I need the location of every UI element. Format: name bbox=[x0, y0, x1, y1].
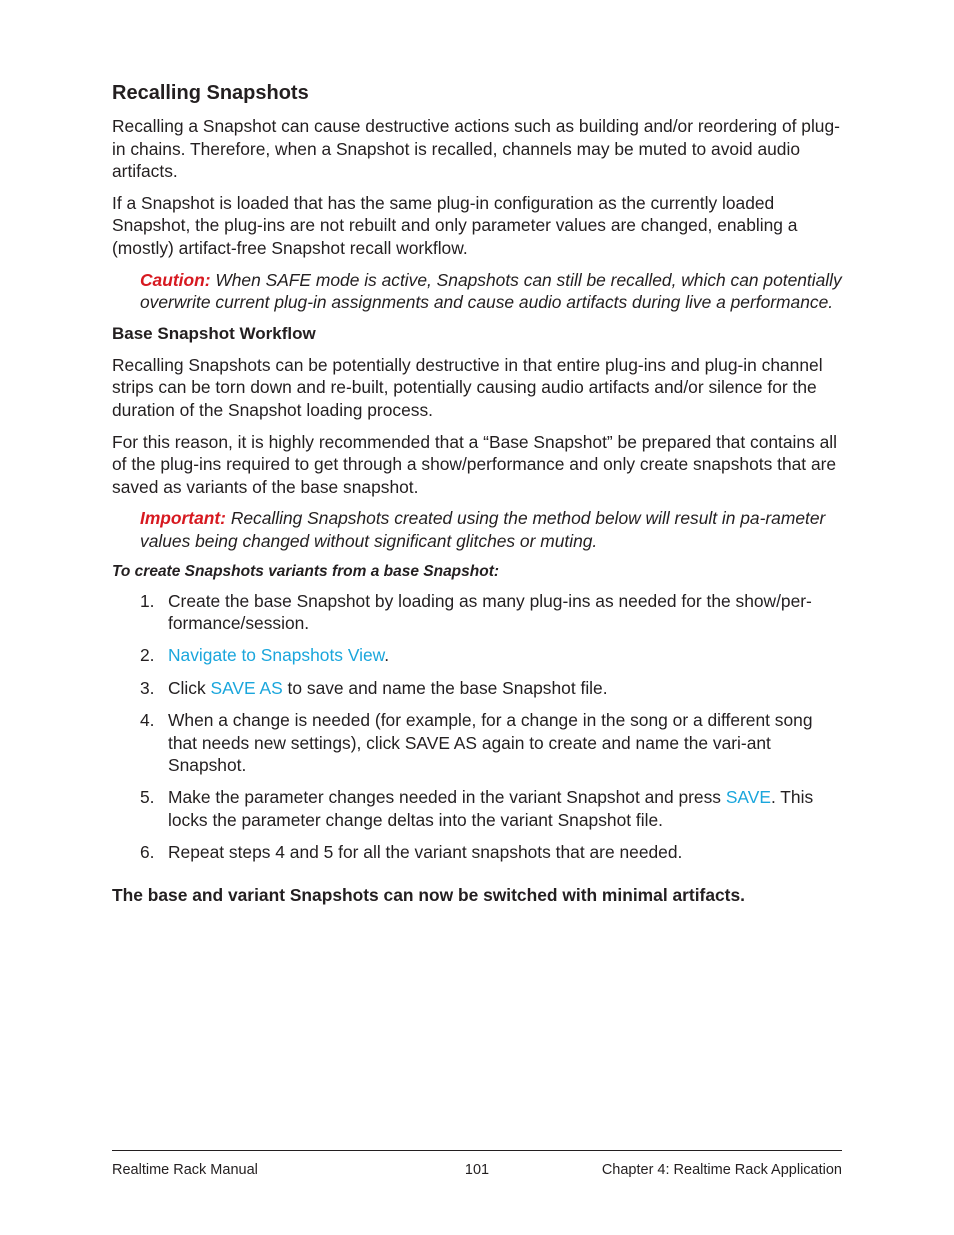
step-number: 5. bbox=[140, 787, 155, 808]
step-item bbox=[112, 786, 842, 831]
step-text: Create the base Snapshot by loading as many plug-ins as needed for the show/per-formance/session. bbox=[168, 590, 812, 633]
step-text-after: to save and name the base Snapshot file. bbox=[282, 677, 608, 698]
step-number: 3. bbox=[140, 677, 155, 698]
caution-note bbox=[140, 269, 842, 314]
step-text-after: . This locks the parameter change deltas into the variant Snapshot file. bbox=[168, 787, 814, 830]
page-content bbox=[112, 78, 842, 906]
body-paragraph: Recalling Snapshots can be potentially destructive in that entire plug-ins and plug-in channel strips can be torn down and re-built, potentially causing audio artifacts and/or silence for the duration of the Snapshot loading process. bbox=[112, 354, 823, 420]
important-text: Recalling Snapshots created using the method below will result in pa-rameter values being changed without significant glitches or muting. bbox=[140, 508, 826, 551]
body-paragraph: For this reason, it is highly recommended that a “Base Snapshot” be prepared that contains all of the plug-ins required to get through a show/performance and only create snapshots that are saved as variants of the base snapshot. bbox=[112, 431, 838, 497]
step-number: 4. bbox=[140, 710, 155, 731]
important-note bbox=[140, 507, 842, 552]
step-item bbox=[112, 841, 842, 863]
step-text-after: . bbox=[384, 645, 390, 666]
save-as-link[interactable]: SAVE AS bbox=[210, 677, 283, 698]
procedure-steps bbox=[112, 590, 842, 864]
footer-divider bbox=[112, 1150, 842, 1151]
page-number: 101 bbox=[464, 1162, 490, 1178]
footer-manual-title: Realtime Rack Manual bbox=[112, 1162, 258, 1178]
body-paragraph: If a Snapshot is loaded that has the same plug-in configuration as the currently loaded Snapshot, the plug-ins are not rebuilt and only parameter values are changed, enabling a (mostly) artifact-free Snapshot recall workflow. bbox=[112, 192, 798, 258]
step-number: 6. bbox=[140, 842, 155, 863]
body-paragraph: Recalling a Snapshot can cause destructive actions such as building and/or reordering of plug-in chains. Therefore, when a Snapshot is recalled, channels may be muted to avoid audio artifacts. bbox=[112, 116, 840, 182]
navigate-snapshots-view-link[interactable]: Navigate to Snapshots View bbox=[168, 645, 385, 666]
step-item bbox=[112, 590, 842, 635]
step-text-before: Click bbox=[168, 677, 211, 698]
conclusion-text: The base and variant Snapshots can now be switched with minimal artifacts. bbox=[112, 884, 745, 905]
step-item bbox=[112, 677, 842, 699]
important-label: Important: bbox=[140, 508, 226, 529]
step-text: When a change is needed (for example, for a change in the song or a different song that needs new settings), click SAVE AS again to create and name the vari-ant Snapshot. bbox=[168, 710, 813, 775]
footer-chapter-title: Chapter 4: Realtime Rack Application bbox=[601, 1162, 842, 1178]
step-text: Repeat steps 4 and 5 for all the variant snapshots that are needed. bbox=[168, 842, 683, 863]
procedure-title: To create Snapshots variants from a base Snapshot: bbox=[112, 562, 500, 580]
step-item bbox=[112, 644, 842, 666]
caution-label: Caution: bbox=[140, 269, 211, 290]
step-item bbox=[112, 709, 842, 776]
subsection-heading: Base Snapshot Workflow bbox=[112, 323, 316, 343]
save-link[interactable]: SAVE bbox=[725, 787, 771, 808]
step-number: 1. bbox=[140, 590, 155, 611]
caution-text: When SAFE mode is active, Snapshots can still be recalled, which can potentially overwrite current plug-in assignments and cause audio artifacts during live a performance. bbox=[140, 269, 842, 313]
section-heading: Recalling Snapshots bbox=[112, 82, 309, 104]
step-text-before: Make the parameter changes needed in the variant Snapshot and press bbox=[168, 787, 726, 808]
step-number: 2. bbox=[140, 645, 155, 666]
